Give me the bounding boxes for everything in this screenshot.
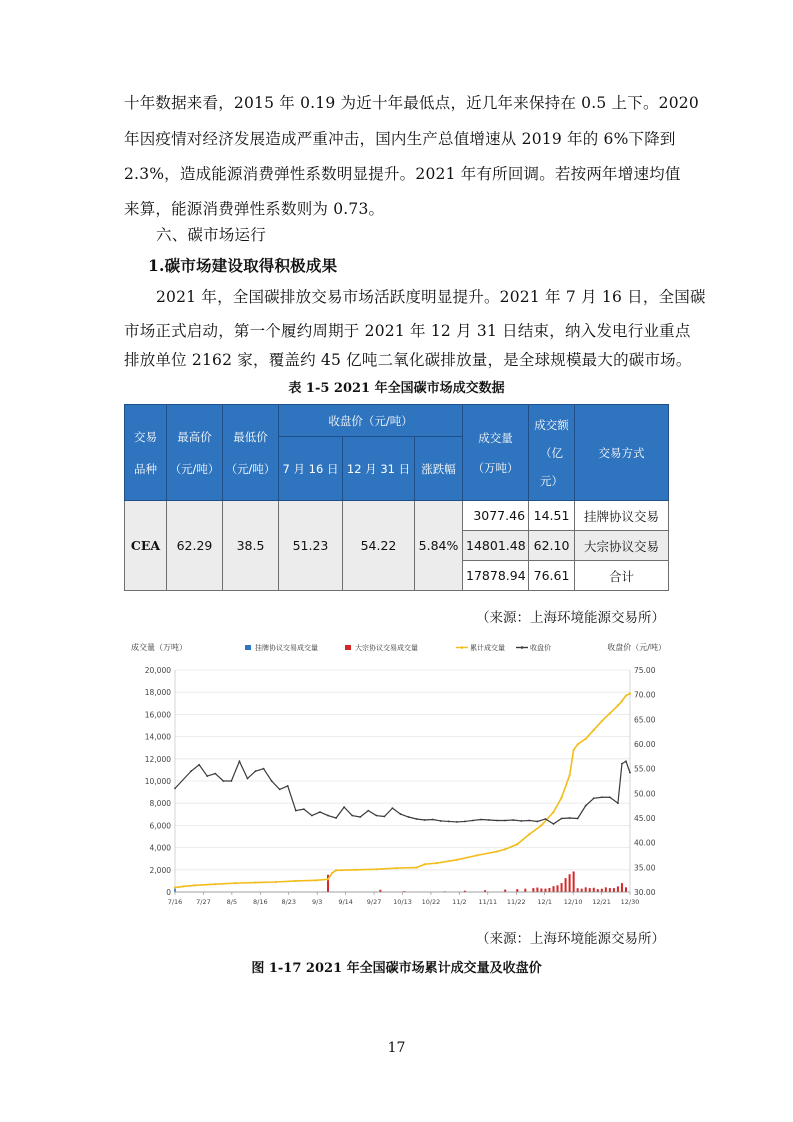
bulk-volume-bar [593,888,595,892]
cumulative-volume-point [194,884,196,886]
cumulative-volume-point [315,879,317,881]
cumulative-volume-point [456,859,458,861]
cell-amount: 14.51 [529,501,575,531]
cumulative-volume-point [254,881,256,883]
y-tick-label-right: 75.00 [634,666,656,675]
cumulative-volume-point [327,878,329,880]
y-tick-label-left: 4,000 [149,843,171,853]
header-text: 元） [540,473,564,488]
close-price-point [319,811,321,813]
bulk-volume-bar [532,888,534,892]
cumulative-volume-point [601,720,603,722]
cumulative-volume-point [476,854,478,856]
legend-marker [461,646,464,649]
close-price-point [617,802,619,804]
legend-swatch [345,645,351,650]
cumulative-volume-point [528,833,530,835]
bulk-volume-bar [524,889,526,892]
bulk-volume-bar [516,889,518,892]
cell-low: 38.5 [223,501,279,591]
bulk-volume-bar [597,889,599,892]
header-text: （亿 [540,445,564,460]
header-text: 最高价 [177,429,212,444]
y-axis-label-right: 收盘价（元/吨） [607,643,666,652]
legend-label: 收盘价 [530,644,551,652]
section-heading: 六、碳市场运行 [156,226,266,244]
close-price-point [335,817,337,819]
close-price-point [190,770,192,772]
x-tick-label: 9/27 [366,898,382,906]
cumulative-volume-point [516,843,518,845]
close-price-point [295,810,297,812]
cumulative-volume-point [625,694,627,696]
bulk-volume-bars [174,871,627,892]
header-text: 交易 [134,429,157,444]
y-tick-label-left: 18,000 [144,688,171,698]
close-price-point [287,785,289,787]
bulk-volume-bar [577,888,579,892]
cumulative-volume-point [214,883,216,885]
cumulative-volume-point [617,704,619,706]
cumulative-volume-point [573,749,575,751]
x-tick-label: 7/16 [167,898,183,906]
chart-grid [175,670,630,892]
header-variety [125,405,167,501]
close-price-point [247,778,249,780]
cumulative-volume-point [577,743,579,745]
sub-heading: 1.碳市场建设取得积极成果 [148,256,338,275]
close-price-point [448,821,450,823]
cumulative-volume-point [182,885,184,887]
paragraph-line: 市场正式启动，第一个履约周期于 2021 年 12 月 31 日结束，纳入发电行业重点 [124,322,691,340]
close-price-point [561,818,563,820]
cumulative-volume-point [552,811,554,813]
legend-label: 大宗协议交易成交量 [355,644,418,652]
y-tick-label-left: 0 [166,888,171,897]
close-price-point [383,816,385,818]
close-price-point [569,817,571,819]
header-text: 成交量 [478,430,513,445]
close-price-point [536,821,538,823]
header-text: （元/吨） [169,461,220,476]
cumulative-volume-point [424,863,426,865]
x-tick-label: 8/23 [281,898,297,906]
close-price-point [263,768,265,770]
cell-method: 合计 [575,561,669,591]
cumulative-volume-point [569,774,571,776]
close-price-point [327,815,329,817]
close-price-point [206,775,208,777]
y-tick-label-left: 20,000 [144,666,171,675]
figure-source: （来源：上海环境能源交易所） [476,931,665,947]
close-price-point [472,820,474,822]
close-price-point [625,760,627,762]
cumulative-volume-line [175,694,630,888]
cumulative-volume-point [355,869,357,871]
y-tick-label-right: 50.00 [634,789,656,799]
cumulative-volume-series [174,692,631,888]
bulk-volume-bar [621,883,623,892]
cumulative-volume-point [540,824,542,826]
figure-caption: 图 1-17 2021 年全国碳市场累计成交量及收盘价 [251,961,542,976]
close-price-point [359,816,361,818]
close-price-point [504,820,506,822]
close-price-point [629,772,631,774]
cell-method: 大宗协议交易 [575,531,669,561]
page-number: 17 [387,1040,406,1056]
cumulative-volume-point [585,738,587,740]
bulk-volume-bar [569,874,571,892]
close-price-point [230,780,232,782]
cell-change: 5.84% [415,501,463,591]
close-price-point [488,819,490,821]
bulk-volume-bar [561,883,563,892]
x-tick-label: 8/16 [253,898,268,906]
header-text: （元/吨） [225,461,276,476]
cumulative-volume-point [275,881,277,883]
cumulative-volume-point [335,869,337,871]
close-price-point [528,820,530,822]
x-tick-label: 9/3 [311,898,323,906]
cumulative-volume-point [504,848,506,850]
cumulative-volume-point [415,866,417,868]
close-price-point [279,788,281,790]
legend-swatch [245,645,251,650]
cumulative-volume-point [496,850,498,852]
close-price-point [214,773,216,775]
cumulative-volume-point [331,872,333,874]
header-dec31: 12 月 31 日 [343,437,415,501]
cell-volume: 17878.94 [463,561,529,591]
close-price-point [512,819,514,821]
close-price-point [255,770,257,772]
close-price-point [367,810,369,812]
cumulative-volume-point [629,692,631,694]
cell-variety: CEA [125,501,167,591]
close-price-point [464,821,466,823]
cumulative-volume-point [436,862,438,864]
close-price-point [585,805,587,807]
close-price-point [343,806,345,808]
close-price-point [440,820,442,822]
y-tick-label-right: 60.00 [634,740,656,749]
x-tick-label: 10/13 [393,898,412,906]
y-tick-label-left: 16,000 [144,710,171,720]
table-source: （来源：上海环境能源交易所） [476,610,665,626]
close-price-point [553,823,555,825]
carbon-market-table [124,404,669,591]
bulk-volume-bar [609,888,611,892]
close-price-point [416,818,418,820]
close-price-point [408,816,410,818]
y-tick-label-right: 40.00 [634,838,656,848]
y-tick-label-right: 65.00 [634,715,656,725]
bulk-volume-bar [573,871,575,892]
bulk-volume-bar [552,886,554,892]
header-method: 交易方式 [575,405,669,501]
close-price-point [577,818,579,820]
close-price-point [375,815,377,817]
bulk-volume-bar [544,889,546,892]
cell-volume: 3077.46 [463,501,529,531]
y-tick-label-left: 2,000 [149,865,171,875]
paragraph-line: 2.3%，造成能源消费弹性系数明显提升。2021 年有所回调。若按两年增速均值 [124,165,681,183]
close-price-series [174,760,631,824]
header-text: 最低价 [233,429,268,444]
cell-volume: 14801.48 [463,531,529,561]
cell-high: 62.29 [167,501,223,591]
x-tick-label: 11/2 [452,898,467,906]
header-text: 品种 [134,461,157,476]
x-tick-label: 11/22 [506,898,526,906]
cumulative-volume-point [234,882,236,884]
header-text: （万吨） [472,460,519,475]
close-price-point [351,815,353,817]
legend-label: 累计成交量 [470,644,505,652]
cumulative-volume-point [375,868,377,870]
bulk-volume-bar [536,888,538,892]
y-tick-label-right: 55.00 [634,764,656,774]
header-low [223,405,279,501]
bulk-volume-bar [613,888,615,892]
close-price-point [222,780,224,782]
close-price-point [432,819,434,821]
close-price-point [496,820,498,822]
y-tick-label-left: 10,000 [144,777,171,786]
close-price-point [239,760,241,762]
cell-jul16: 51.23 [279,501,343,591]
cumulative-volume-point [174,886,176,888]
chart-container [125,638,670,918]
paragraph-line: 年因疫情对经济发展造成严重冲击，国内生产总值增速从 2019 年的 6%下降到 [124,130,676,148]
close-price-point [520,820,522,822]
close-price-point [400,813,402,815]
bulk-volume-bar [585,887,587,892]
header-jul16: 7 月 16 日 [279,437,343,501]
close-price-point [480,819,482,821]
y-tick-label-right: 30.00 [634,888,656,897]
header-change: 涨跌幅 [415,437,463,501]
close-price-point [593,797,595,799]
bulk-volume-bar [565,878,567,892]
cumulative-volume-point [295,880,297,882]
cell-amount: 62.10 [529,531,575,561]
close-price-point [174,788,176,790]
cell-method: 挂牌协议交易 [575,501,669,531]
y-tick-label-left: 14,000 [144,732,171,742]
x-tick-label: 8/5 [226,898,238,906]
bulk-volume-bar [589,888,591,892]
header-volume [463,405,529,501]
close-price-point [456,821,458,823]
y-tick-label-right: 35.00 [634,863,656,873]
y-tick-label-right: 45.00 [634,814,656,823]
paragraph-line: 来算，能源消费弹性系数则为 0.73。 [124,200,385,218]
x-tick-label: 12/10 [563,898,583,906]
bulk-volume-bar [605,887,607,892]
y-tick-label-left: 12,000 [144,754,171,764]
x-tick-label: 11/11 [478,898,498,906]
cumulative-volume-point [560,797,562,799]
cell-dec31: 54.22 [343,501,415,591]
x-tick-label: 9/14 [338,898,353,906]
paragraph-line: 排放单位 2162 家，覆盖约 45 亿吨二氧化碳排放量，是全球规模最大的碳市场。 [124,351,692,369]
legend-label: 挂牌协议交易成交量 [255,644,318,652]
cumulative-volume-point [609,712,611,714]
y-tick-label-left: 6,000 [149,821,171,831]
x-tick-label: 12/30 [620,898,640,906]
cumulative-volume-point [395,867,397,869]
close-price-point [392,807,394,809]
legend-marker [521,646,524,649]
y-tick-label-right: 70.00 [634,690,656,700]
x-tick-label: 10/22 [421,898,441,906]
header-high [167,405,223,501]
close-price-point [601,796,603,798]
bulk-volume-bar [601,889,603,892]
chart-legend [245,643,551,652]
y-axis-label-left: 成交量（万吨） [131,643,187,652]
table-caption: 表 1-5 2021 年全国碳市场成交数据 [288,381,505,396]
x-tick-label: 12/21 [592,898,611,906]
close-price-point [545,818,547,820]
volume-price-chart [125,638,670,918]
bulk-volume-bar [540,888,542,892]
close-price-point [424,819,426,821]
close-price-point [311,815,313,817]
close-price-point [303,808,305,810]
close-price-point [198,764,200,766]
bulk-volume-bar [548,888,550,892]
paragraph-line: 2021 年，全国碳排放交易市场活跃度明显提升。2021 年 7 月 16 日，全国碳 [156,288,706,306]
bulk-volume-bar [625,887,627,892]
header-amount [529,405,575,501]
header-close-group: 收盘价（元/吨） [279,405,463,437]
cumulative-volume-point [593,729,595,731]
paragraph-line: 十年数据来看，2015 年 0.19 为近十年最低点，近几年来保持在 0.5 上下。2020 [124,94,699,112]
x-tick-label: 12/1 [537,898,552,906]
close-price-line [175,761,630,824]
bulk-volume-bar [557,885,559,892]
close-price-point [621,763,623,765]
close-price-point [609,796,611,798]
x-tick-label: 7/27 [196,898,211,906]
cell-amount: 76.61 [529,561,575,591]
cumulative-volume-point [621,700,623,702]
header-text: 成交额 [534,417,569,432]
close-price-point [271,780,273,782]
bulk-volume-bar [581,889,583,892]
y-tick-label-left: 8,000 [149,799,171,809]
bulk-volume-bar [617,886,619,892]
